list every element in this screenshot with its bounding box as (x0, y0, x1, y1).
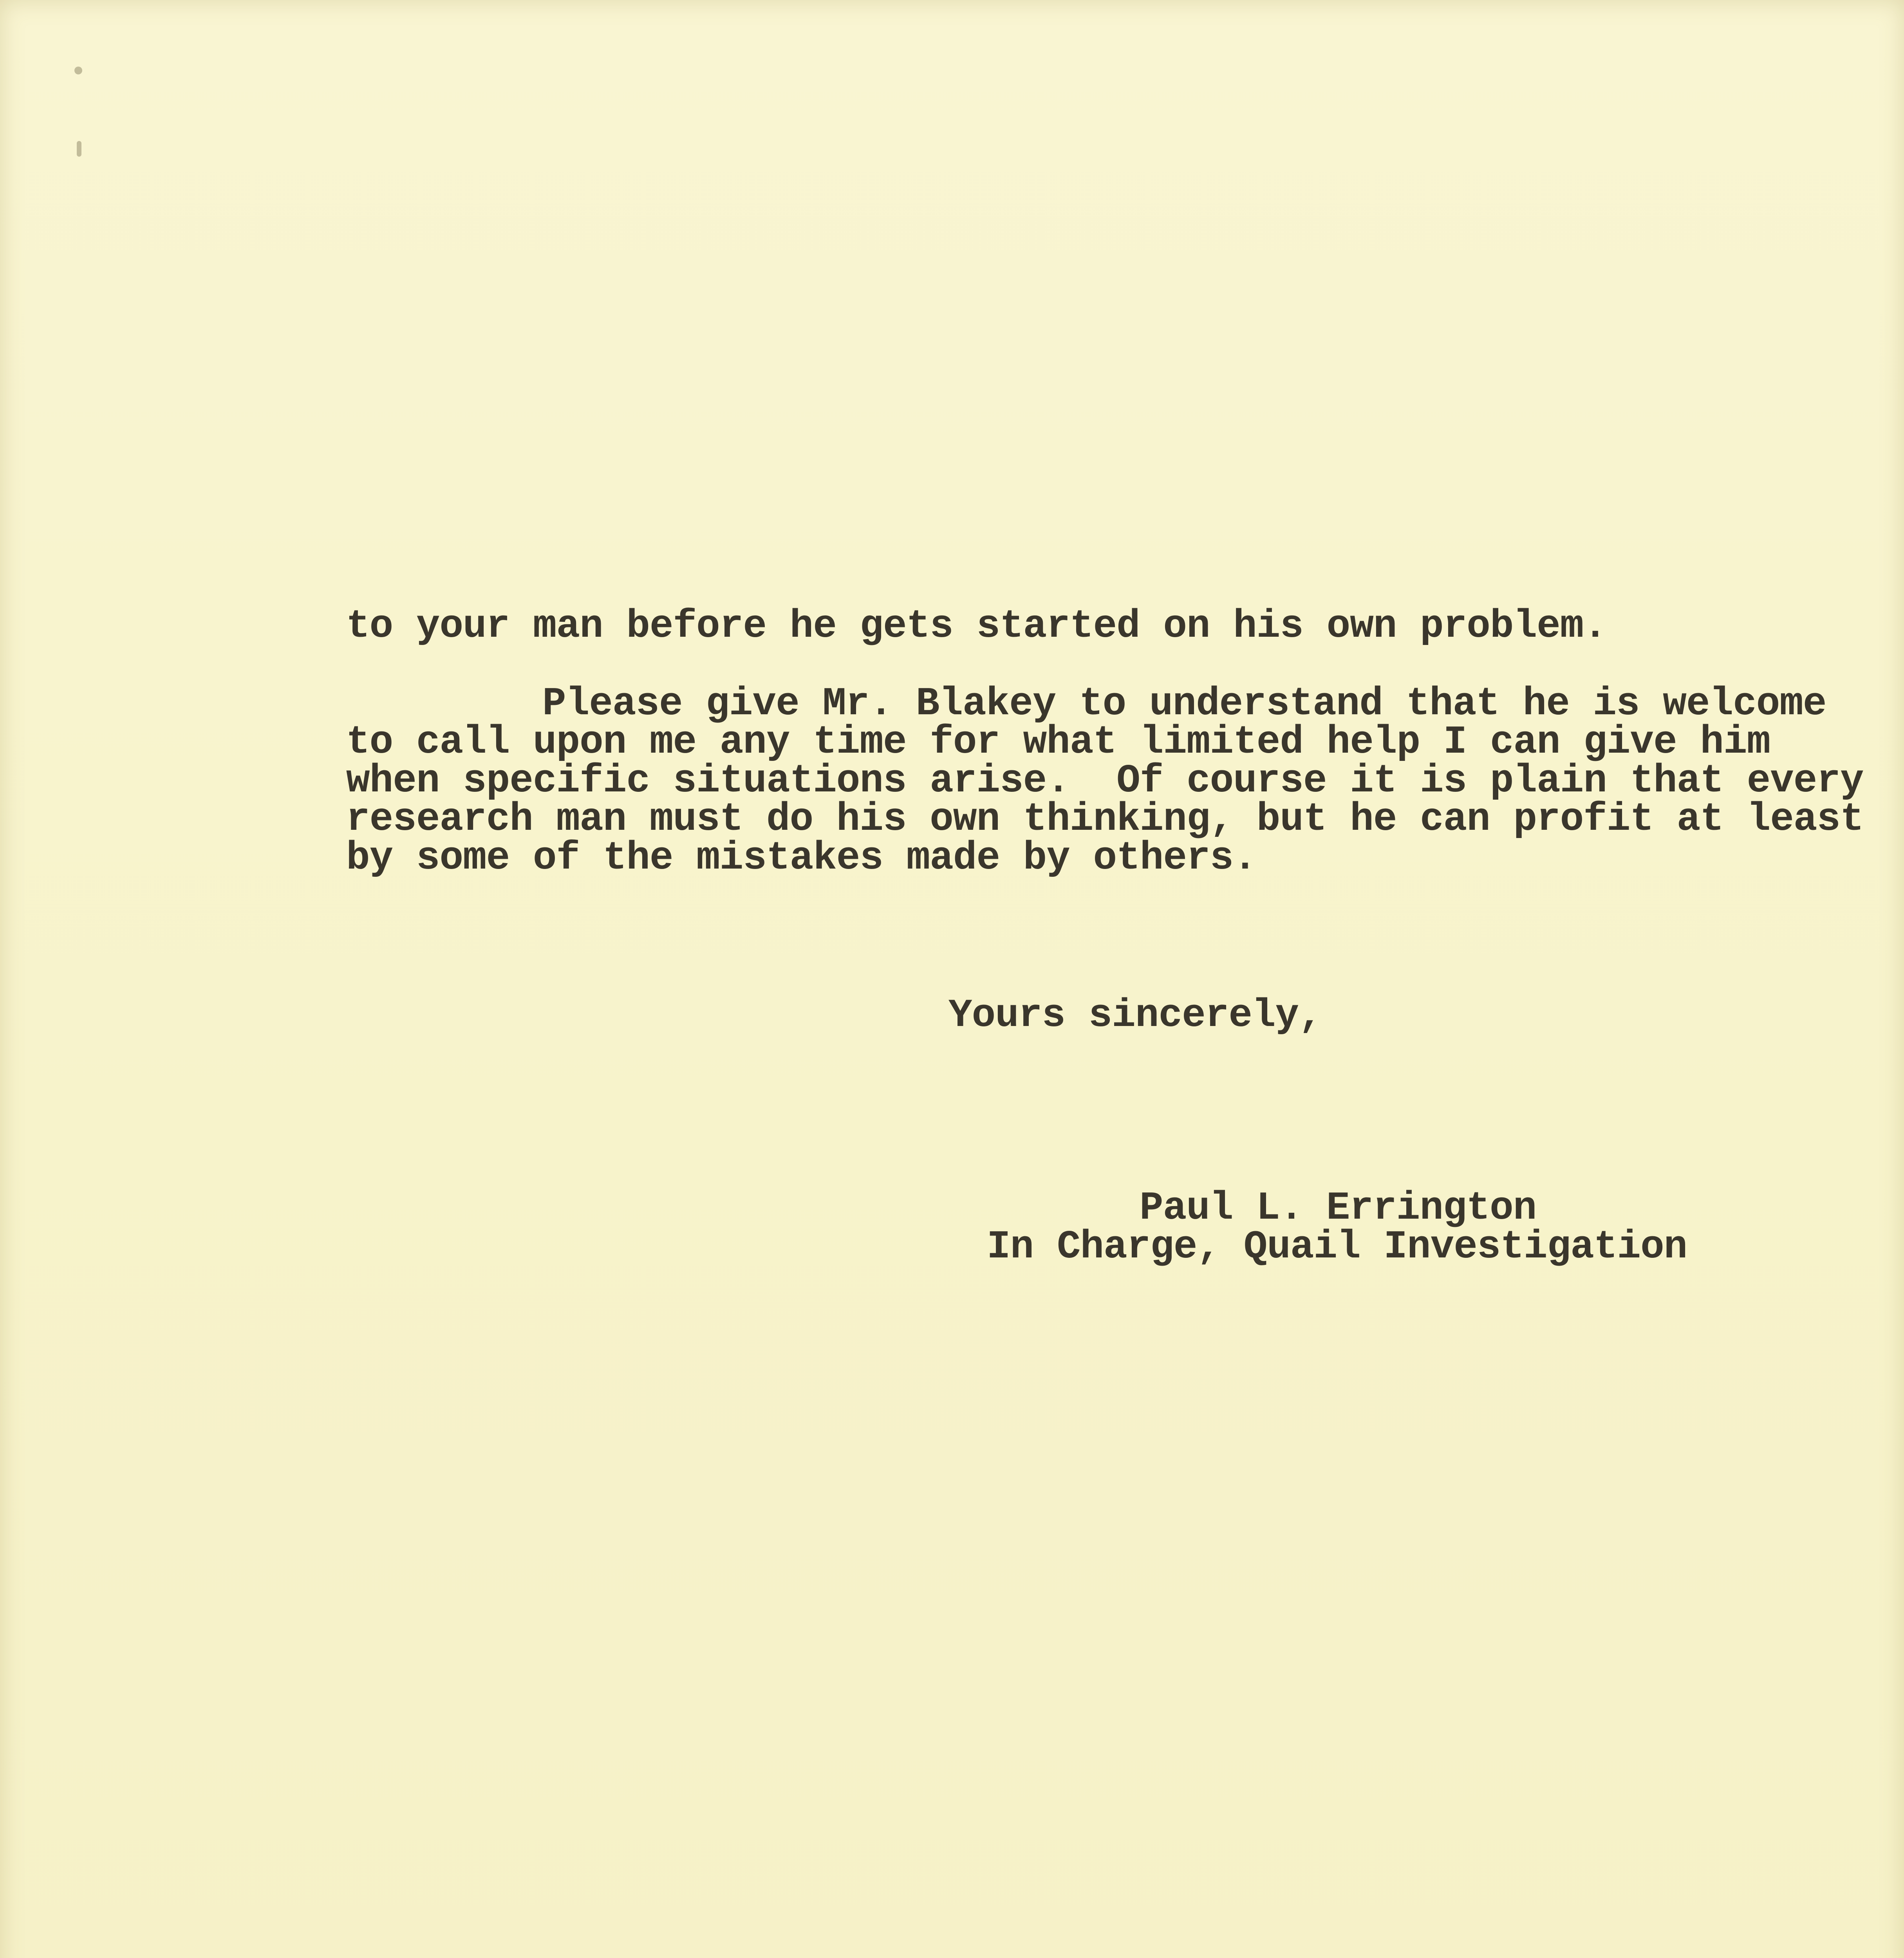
paragraph-line-5: by some of the mistakes made by others. (346, 836, 1257, 881)
paper-mark (77, 141, 81, 157)
paragraph-line-1: Please give Mr. Blakey to understand that he is welcome (542, 682, 1826, 726)
signer-title: In Charge, Quail Investigation (987, 1225, 1687, 1270)
paragraph-line-3: when specific situations arise. Of course it is plain that every (346, 759, 1864, 804)
closing: Yours sincerely, (948, 993, 1322, 1038)
paragraph-line-4: research man must do his own thinking, but he can profit at least (346, 797, 1864, 842)
paper-mark (74, 67, 82, 74)
signer-name: Paul L. Errington (1140, 1186, 1537, 1231)
paragraph-line-2: to call upon me any time for what limited help I can give him (346, 720, 1770, 765)
continuation-line: to your man before he gets started on his own problem. (346, 604, 1607, 649)
